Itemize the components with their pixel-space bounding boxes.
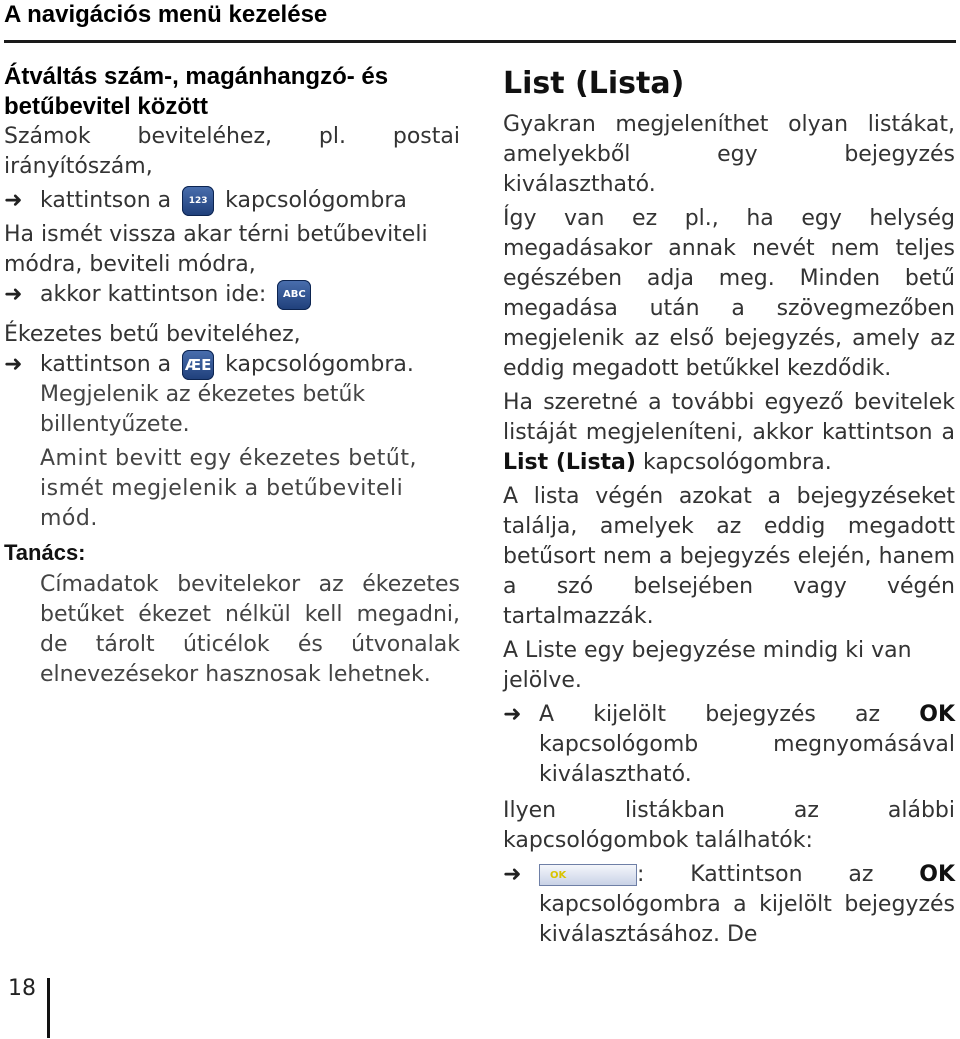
instruction-abc	[4, 280, 460, 310]
arrow-right-icon: ➜	[503, 702, 522, 727]
indented-note-keyboard: Megjelenik az ékezetes betűk billentyűzete.	[40, 382, 366, 437]
letter-mode-button-icon[interactable]: ABC	[277, 280, 311, 310]
arrow-right-icon: ➜	[4, 352, 23, 377]
paragraph-selected: A Liste egy bejegyzése mindig ki van jelölve.	[503, 638, 912, 693]
tip-text: Címadatok bevitelekor az ékezetes betűket ékezet nélkül kell megadni, de tárolt úticélok és útvonalak elnevezésekor hasznosak lehetnek.	[40, 572, 460, 687]
paragraph-example: Így van ez pl., ha egy helység megadásakor annak nevét nem teljes egészében adja meg. Minden betű megadása után a szövegmezőben megjelenik az első bejegyzés, amely az eddig megadott betűkkel kezdődik.	[503, 206, 955, 381]
instruction-text: kapcsológomb megnyomásával kiválasztható.	[539, 732, 955, 787]
ok-button-icon[interactable]: OK	[539, 864, 637, 886]
paragraph-return-letters: Ha ismét vissza akar térni betűbeviteli módra, beviteli módra,	[4, 222, 428, 277]
paragraph-list-end: A lista végén azokat a bejegyzéseket találja, amelyek az eddig megadott betűsort nem a bejegyzés elején, hanem a szó belsejében vagy végén tartalmazzák.	[503, 484, 955, 629]
page-header	[4, 0, 956, 43]
list-button-text: Ha szeretné a további egyező bevitelek listáját megjeleníteni, akkor kattintson a	[503, 390, 955, 445]
page-title: A navigációs menü kezelése	[4, 1, 328, 28]
left-column	[4, 62, 460, 690]
page-number-divider	[47, 978, 50, 1038]
paragraph-buttons-intro: Ilyen listákban az alábbi kapcsológombok találhatók:	[503, 798, 955, 853]
ok-button-name: OK	[919, 862, 955, 887]
paragraph-lists: Gyakran megjeleníthet olyan listákat, amelyekből egy bejegyzés kiválasztható.	[503, 112, 955, 197]
numeric-mode-button-icon[interactable]: 123	[182, 186, 214, 216]
tip-label: Tanács:	[4, 540, 86, 565]
instruction-text: kapcsológombra.	[225, 352, 414, 377]
indented-note-return: Amint bevitt egy ékezetes betűt, ismét megjelenik a betűbeviteli mód.	[40, 446, 417, 531]
instruction-text: A kijelölt bejegyzés az	[539, 702, 881, 727]
arrow-right-icon: ➜	[4, 282, 23, 307]
ok-button-name: OK	[919, 702, 955, 727]
paragraph-list-button	[503, 388, 955, 478]
instruction-text: akkor kattintson ide:	[40, 282, 267, 307]
arrow-right-icon: ➜	[4, 188, 23, 213]
instruction-ok-button	[503, 860, 955, 950]
instruction-text: kattintson a	[40, 352, 172, 377]
list-section-title: List (Lista)	[503, 66, 685, 101]
instruction-text: kattintson a	[40, 188, 172, 213]
list-button-text-end: kapcsológombra.	[642, 450, 832, 475]
arrow-right-icon: ➜	[503, 862, 522, 887]
instruction-text: kapcsológombra	[225, 188, 407, 213]
instruction-text: kapcsológombra a kijelölt bejegyzés kiválasztásához. De	[539, 892, 955, 947]
instruction-text: : Kattintson az	[637, 862, 874, 887]
instruction-ok-select	[503, 700, 955, 790]
right-column	[503, 64, 955, 950]
paragraph-numbers: Számok beviteléhez, pl. postai irányítószám,	[4, 124, 460, 179]
paragraph-accented: Ékezetes betű beviteléhez,	[4, 322, 301, 347]
list-button-name: List (Lista)	[503, 450, 636, 475]
accented-letters-button-icon[interactable]: ÆE	[182, 350, 214, 380]
instruction-accented	[4, 350, 460, 380]
section-title-input-mode: Átváltás szám-, magánhangzó- és betűbevitel között	[4, 63, 389, 120]
page-number: 18	[8, 976, 36, 1001]
instruction-123	[4, 186, 460, 216]
